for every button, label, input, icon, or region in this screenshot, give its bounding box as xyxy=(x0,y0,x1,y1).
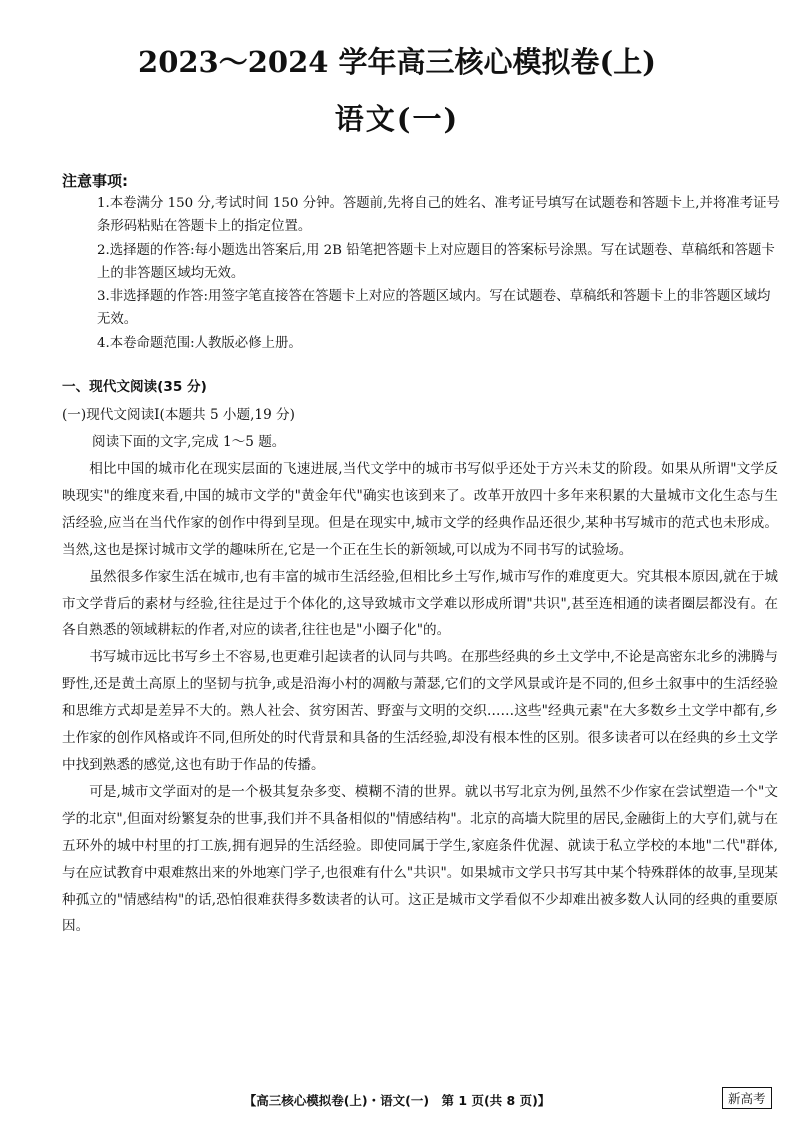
exam-type-badge: 新高考 xyxy=(722,1087,772,1109)
reading-passage xyxy=(62,456,778,940)
notice-heading: 注意事项: xyxy=(62,172,128,190)
section-subtitle: (一)现代文阅读Ⅰ(本题共 5 小题,19 分) xyxy=(62,407,295,423)
section-instruction: 阅读下面的文字,完成 1～5 题。 xyxy=(92,434,286,450)
passage-paragraph: 虽然很多作家生活在城市,也有丰富的城市生活经验,但相比乡土写作,城市写作的难度更大。究其根本原因,就在于城市文学背后的素材与经验,往往是过于个体化的,这导致城市文学难以形成所谓"共识",甚至连相通的读者圈层都没有。在各自熟悉的领域耕耘的作者,对应的读者,往往也是"小圈子化"的。 xyxy=(62,568,778,639)
passage-paragraph: 可是,城市文学面对的是一个极其复杂多变、模糊不清的世界。就以书写北京为例,虽然不少作家在尝试塑造一个"文学的北京",但面对纷繁复杂的世事,我们并不具备相似的"情感结构"。北京的高墙大院里的居民,金融街上的大亨们,就与在五环外的城中村里的打工族,拥有迥异的生活经验。即使同属于学生,家庭条件优渥、就读于私立学校的本地"二代"群体,与在应试教育中艰难熬出来的外地寒门学子,也很难有什么"共识"。如果城市文学只书写其中某个特殊群体的故事,呈现某种孤立的"情感结构"的话,恐怕很难获得多数读者的认可。这正是城市文学看似不少却难出被多数人认同的经典的重要原因。 xyxy=(62,783,778,935)
exam-title: 2023～2024 学年高三核心模拟卷(上) xyxy=(138,45,656,79)
subject-title: 语文(一) xyxy=(334,102,460,136)
notice-item: 4.本卷命题范围:人教版必修上册。 xyxy=(97,335,302,351)
passage-paragraph: 书写城市远比书写乡土不容易,也更难引起读者的认同与共鸣。在那些经典的乡土文学中,不论是高密东北乡的沸腾与野性,还是黄土高原上的坚韧与抗争,或是沿海小村的凋敝与萧瑟,它们的文学风景或许是不同的,但乡土叙事中的生活经验和思维方式却是差异不大的。熟人社会、贫穷困苦、野蛮与文明的交织……这些"经典元素"在大多数乡土文学中都有,乡土作家的创作风格或许不同,但所处的时代背景和具备的生活经验,却没有根本性的区别。很多读者可以在经典的乡土文学中找到熟悉的感觉,这也有助于作品的传播。 xyxy=(62,649,778,773)
notice-item: 3.非选择题的作答:用签字笔直接答在答题卡上对应的答题区域内。写在试题卷、草稿纸和答题卡上的非答题区域均无效。 xyxy=(97,289,771,328)
notice-item: 1.本卷满分 150 分,考试时间 150 分钟。答题前,先将自己的姓名、准考证号填写在试题卷和答题卡上,并将准考证号条形码粘贴在答题卡上的指定位置。 xyxy=(97,196,780,235)
section-title: 一、现代文阅读(35 分) xyxy=(62,379,207,395)
notice-list xyxy=(97,192,782,355)
passage-paragraph: 相比中国的城市化在现实层面的飞速进展,当代文学中的城市书写似乎还处于方兴未艾的阶段。如果从所谓"文学反映现实"的维度来看,中国的城市文学的"黄金年代"确实也该到来了。改革开放四十多年来积累的大量城市文化生态与生活经验,应当在当代作家的创作中得到呈现。但是在现实中,城市文学的经典作品还很少,某种书写城市的范式也未形成。当然,这也是探讨城市文学的趣味所在,它是一个正在生长的新领域,可以成为不同书写的试验场。 xyxy=(62,461,778,558)
page-footer: 【高三核心模拟卷(上)・语文(一) 第 1 页(共 8 页)】 xyxy=(243,1093,551,1108)
notice-item: 2.选择题的作答:每小题选出答案后,用 2B 铅笔把答题卡上对应题目的答案标号涂黑。写在试题卷、草稿纸和答题卡上的非答题区域均无效。 xyxy=(97,242,775,281)
